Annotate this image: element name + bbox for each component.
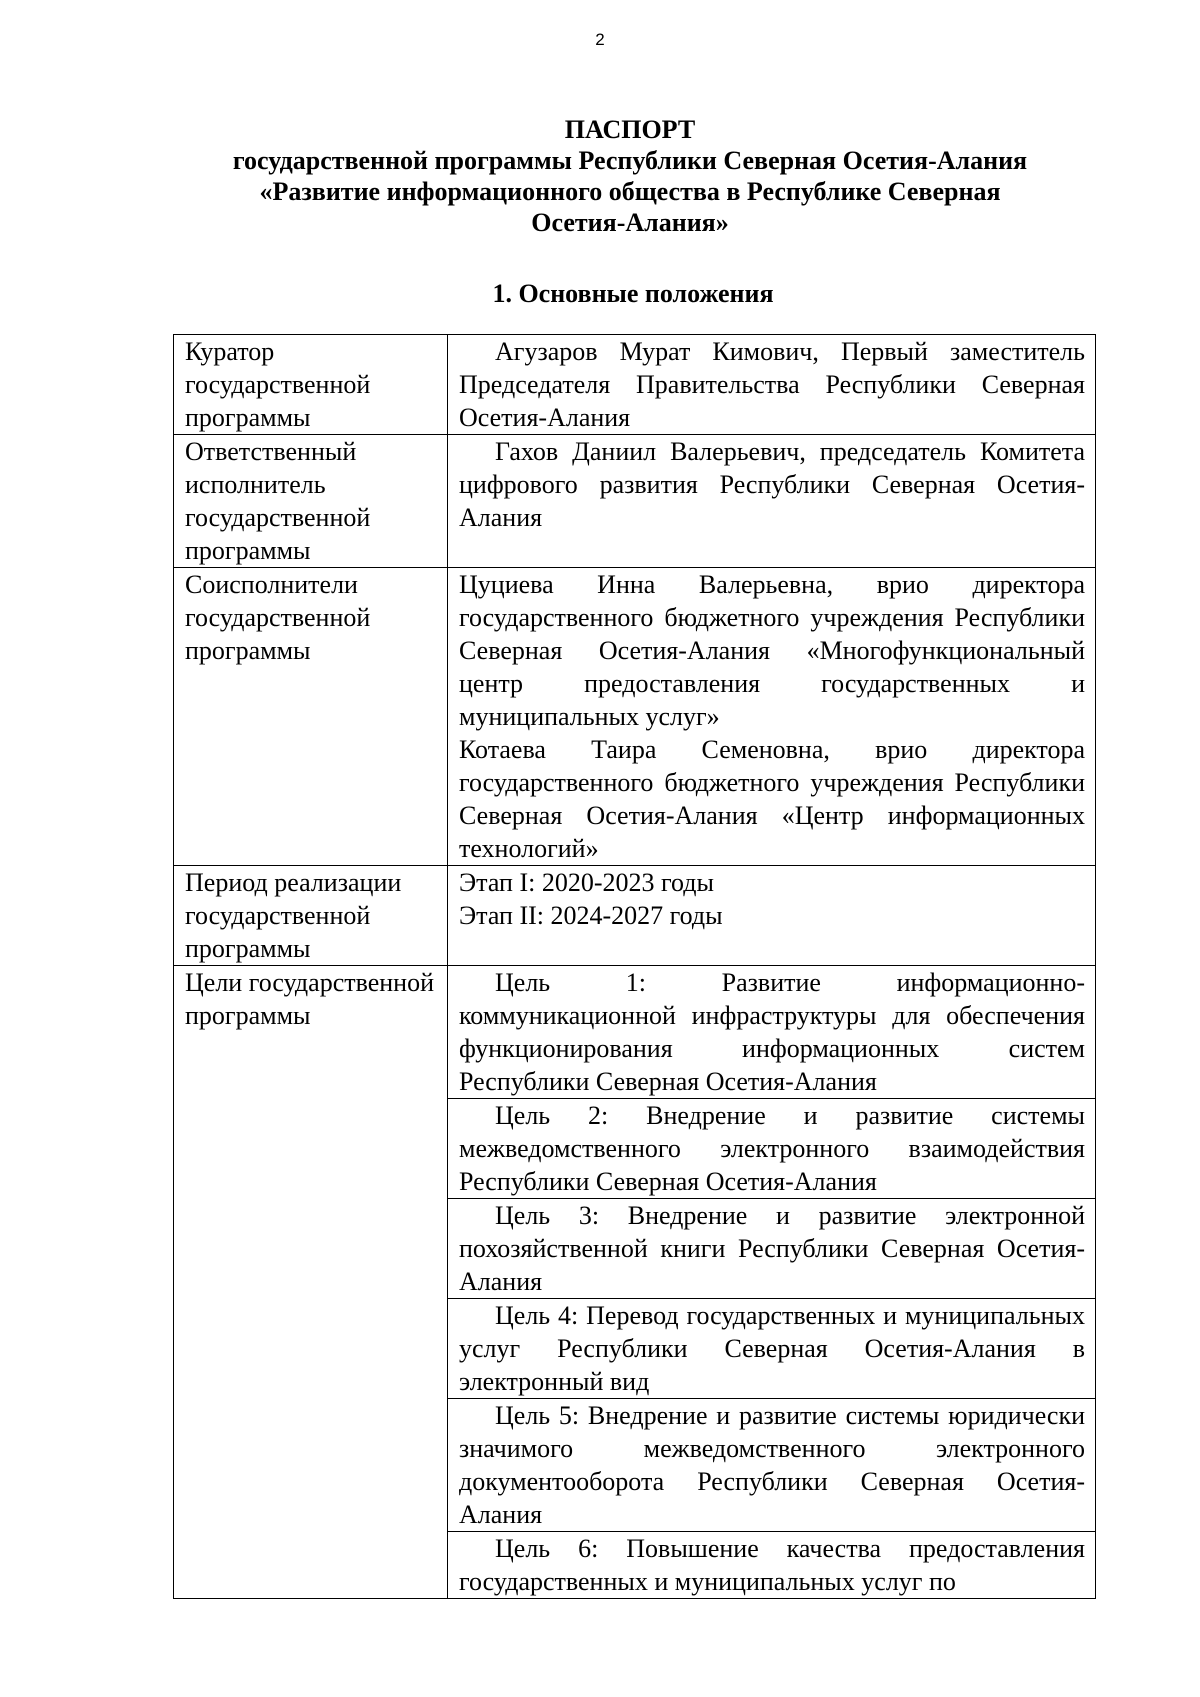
- goal-cell: [448, 1532, 1096, 1599]
- row-label: Соисполнители государственной программы: [174, 568, 448, 866]
- goal-cell: [448, 1399, 1096, 1532]
- goal-cell: [448, 966, 1096, 1099]
- responsible-text: Гахов Даниил Валерьевич, председатель Комитета цифрового развития Республики Северная Осетия-Алания: [459, 437, 1085, 532]
- title-line-1: ПАСПОРТ: [564, 115, 696, 144]
- row-label: Ответственный исполнитель государственной программы: [174, 435, 448, 568]
- row-label: Цели государственной программы: [174, 966, 448, 1599]
- section-title: 1. Основные положения: [492, 279, 774, 308]
- table-row-co-executors: [174, 568, 1096, 866]
- goal-5: Цель 5: Внедрение и развитие системы юридически значимого межведомственного электронного документооборота Республики Северная Осетия-Алания: [459, 1401, 1085, 1529]
- row-label: Куратор государственной программы: [174, 335, 448, 435]
- document-title: [150, 114, 1110, 238]
- co-executor-2: Котаева Таира Семеновна, врио директора государственного бюджетного учреждения Республики Северная Осетия-Алания «Центр информационных технологий»: [459, 735, 1085, 863]
- row-label: Период реализации государственной программы: [174, 866, 448, 966]
- row-value: [448, 568, 1096, 866]
- goal-3: Цель 3: Внедрение и развитие электронной похозяйственной книги Республики Северная Осетия-Алания: [459, 1201, 1085, 1296]
- page-number: 2: [595, 30, 605, 49]
- table-row-responsible: [174, 435, 1096, 568]
- goal-cell: [448, 1099, 1096, 1199]
- title-line-3: «Развитие информационного общества в Республике Северная: [259, 177, 1001, 206]
- curator-text: Агузаров Мурат Кимович, Первый заместитель Председателя Правительства Республики Северная Осетия-Алания: [459, 337, 1085, 432]
- table-row-curator: [174, 335, 1096, 435]
- table-row-period: [174, 866, 1096, 966]
- title-line-2: государственной программы Республики Северная Осетия-Алания: [232, 146, 1028, 175]
- stage-2: Этап II: 2024-2027 годы: [459, 901, 723, 930]
- passport-table: [173, 334, 1096, 1599]
- stage-1: Этап I: 2020-2023 годы: [459, 868, 714, 897]
- goal-cell: [448, 1199, 1096, 1299]
- row-value: [448, 335, 1096, 435]
- goal-4: Цель 4: Перевод государственных и муниципальных услуг Республики Северная Осетия-Алания в электронный вид: [459, 1301, 1085, 1396]
- goal-cell: [448, 1299, 1096, 1399]
- row-value: [448, 435, 1096, 568]
- co-executor-1: Цуциева Инна Валерьевна, врио директора государственного бюджетного учреждения Республики Северная Осетия-Алания «Многофункциональный центр предоставления государственных и муниципальных услуг»: [459, 570, 1085, 731]
- goal-1: Цель 1: Развитие информационно-коммуникационной инфраструктуры для обеспечения функционирования информационных систем Республики Северная Осетия-Алания: [459, 968, 1085, 1096]
- goal-6: Цель 6: Повышение качества предоставления государственных и муниципальных услуг по: [459, 1534, 1085, 1596]
- goal-2: Цель 2: Внедрение и развитие системы межведомственного электронного взаимодействия Республики Северная Осетия-Алания: [459, 1101, 1085, 1196]
- row-value: [448, 866, 1096, 966]
- table-row-goals: [174, 966, 1096, 1099]
- title-line-4: Осетия-Алания»: [531, 208, 729, 237]
